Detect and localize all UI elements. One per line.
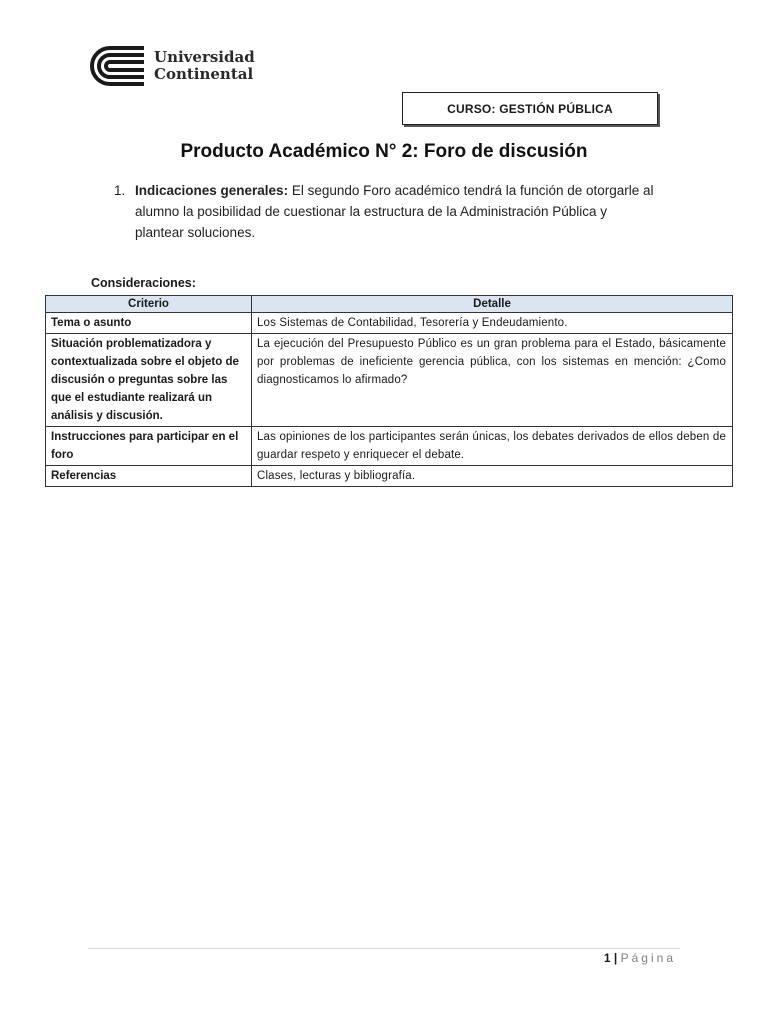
- row-criterion: Situación problematizadora y contextualizada sobre el objeto de discusión o preguntas sobre las que el estudiante realizará un análisis y discusión.: [46, 334, 252, 427]
- logo-wordmark: [154, 49, 255, 83]
- page-footer: [604, 951, 676, 965]
- section-general-instructions: [114, 180, 654, 243]
- table-row: [46, 427, 733, 466]
- criteria-table: [45, 295, 733, 487]
- course-label: CURSO: GESTIÓN PÚBLICA: [447, 101, 613, 116]
- course-box: [402, 92, 658, 125]
- row-criterion: Tema o asunto: [46, 313, 252, 334]
- row-detail: Clases, lecturas y bibliografía.: [252, 466, 733, 487]
- header-detail: Detalle: [252, 296, 733, 313]
- section-number: 1.: [114, 183, 126, 198]
- footer-separator: |: [613, 951, 618, 965]
- row-detail: Las opiniones de los participantes serán únicas, los debates derivados de ellos deben de guardar respeto y enriquecer el debate.: [252, 427, 733, 466]
- considerations-heading: Consideraciones:: [91, 276, 196, 290]
- page-number: 1: [603, 951, 611, 965]
- page-label: Página: [620, 951, 676, 965]
- footer-divider: [88, 948, 680, 949]
- table-row: [46, 466, 733, 487]
- table-row: [46, 313, 733, 334]
- table-header-row: [46, 296, 733, 313]
- section-text: El segundo Foro académico tendrá la función de otorgarle al alumno la posibilidad de cuestionar la estructura de la Administración Pública y plantear soluciones.: [135, 183, 654, 240]
- document-title: Producto Académico N° 2: Foro de discusión: [180, 141, 588, 162]
- table-row: [46, 334, 733, 427]
- university-logo-icon: [88, 44, 146, 88]
- section-body: [135, 180, 654, 243]
- university-logo: [88, 44, 255, 88]
- section-label: Indicaciones generales:: [135, 183, 289, 198]
- row-criterion: Referencias: [46, 466, 252, 487]
- row-detail: Los Sistemas de Contabilidad, Tesorería y Endeudamiento.: [252, 313, 733, 334]
- row-detail: La ejecución del Presupuesto Público es un gran problema para el Estado, básicamente por problemas de ineficiente gerencia pública, con los sistemas en mención: ¿Como diagnosticamos lo afirmado?: [252, 334, 733, 427]
- logo-line-1: Universidad: [154, 48, 255, 66]
- row-criterion: Instrucciones para participar en el foro: [46, 427, 252, 466]
- logo-line-2: Continental: [154, 65, 254, 83]
- header-criterion: Criterio: [46, 296, 252, 313]
